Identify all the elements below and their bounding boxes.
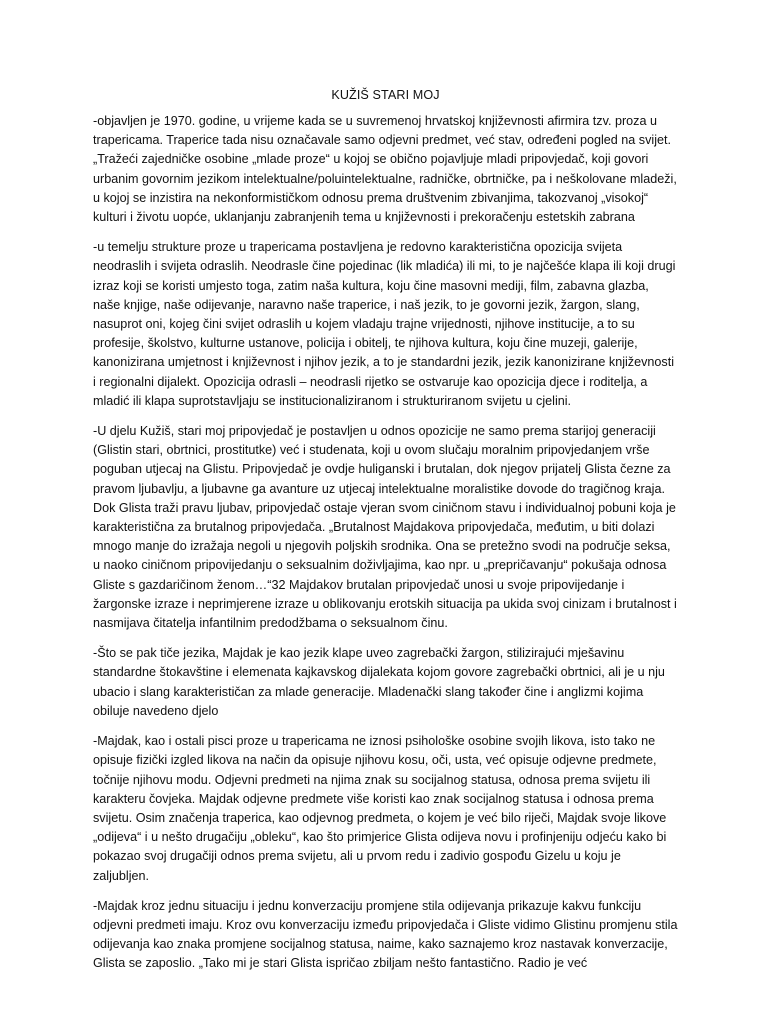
paragraph-4: -Što se pak tiče jezika, Majdak je kao jezik klape uveo zagrebački žargon, stilizirajući mješavinu standardne štokavštine i elemenata kajkavskog dijalekata kojom govore zagrebački obrtnici, ali je u nju ubacio i slang karakterističan za mlade generacije. Mladenački slang također čine i anglizmi kojima obiluje navedeno djelo: [93, 646, 665, 718]
paragraph-6: -Majdak kroz jednu situaciju i jednu konverzaciju promjene stila odijevanja prikazuje kakvu funkciju odjevni predmeti imaju. Kroz ovu konverzaciju između pripovjedača i Gliste vidimo Glistinu promjenu stila odijevanja kao znaka promjene socijalnog statusa, naime, kako saznajemo kroz nastavak konverzacije, Glista se zaposlio. „Tako mi je stari Glista ispričao zbiljam nešto fantastično. Radio je već: [93, 898, 678, 971]
paragraph-5: -Majdak, kao i ostali pisci proze u trapericama ne iznosi psihološke osobine svojih likova, isto tako ne opisuje fizički izgled likova na način da opisuje njihovu kosu, oči, usta, već opisuje odjevne predmete, točnije njihovu modu. Odjevni predmeti na njima znak su socijalnog statusa, odnosa prema svijetu ili karakteru čovjeka. Majdak odjevne predmete više koristi kao znak socijalnog statusa i odnosa prema svijetu. Osim značenja traperica, kao odjevnog predmeta, o kojem je već bilo riječi, Majdak svoje likove „odijeva“ i u nešto drugačiju „obleku“, kao što primjerice Glista odijeva novu i profinjeniju odjeću kako bi pokazao svoj drugačiji odnos prema svijetu, ali u prvom redu i zadivio gospođu Gizelu u koju je zaljubljen.: [93, 734, 667, 883]
paragraph-1: -objavljen je 1970. godine, u vrijeme kada se u suvremenoj hrvatskoj književnosti afirmira tzv. proza u trapericama. Traperice tada nisu označavale samo odjevni predmet, već stav, određeni pogled na svijet. „Tražeći zajedničke osobine „mlade proze“ u kojoj se obično pojavljuje mladi pripovjedač, koji govori urbanim govornim jezikom intelektualne/poluintelektualne, radničke, obrtničke, pa i neškolovane mladeži, u kojoj se inzistira na nekonformističkom odnosu prema društvenim zbivanjima, takozvanoj „visokoj“ kulturi i životu uopće, uklanjanju zabranjenih tema u književnosti i prekoračenju estetskih zabrana: [93, 114, 677, 225]
document-title: KUŽIŠ STARI MOJ: [331, 88, 440, 102]
paragraph-2: -u temelju strukture proze u trapericama postavljena je redovno karakteristična opozicija svijeta neodraslih i svijeta odraslih. Neodrasle čine pojedinac (lik mladića) ili mi, to je najčešće klapa ili koji drugi izraz koji se koristi umjesto toga, zatim naša kultura, koju čine masovni mediji, film, zabavna glazba, naše knjige, naše odijevanje, naravno naše traperice, i naš jezik, to je govorni jezik, žargon, slang, nasuprot oni, kojeg čini svijet odraslih u kojem vladaju trajne vrijednosti, njihove institucije, a to su profesije, školstvo, kulturne ustanove, policija i obitelj, te njihova kultura, koju čine muzeji, galerije, kanonizirana umjetnost i književnost i njihov jezik, a to je standardni jezik, jezik kanonizirane književnosti i regionalni dijalekt. Opozicija odrasli – neodrasli rijetko se ostvaruje kao opozicija djece i roditelja, a mladić ili klapa suprotstavljaju se institucionaliziranom i strukturiranom svijetu u cjelini.: [93, 240, 676, 408]
paragraph-3: -U djelu Kužiš, stari moj pripovjedač je postavljen u odnos opozicije ne samo prema starijoj generaciji (Glistin stari, obrtnici, prostitutke) već i studenata, koji u ovom slučaju moralnim pripovjedanjem vrše poguban utjecaj na Glistu. Pripovjedač je ovdje huliganski i brutalan, dok njegov prijatelj Glista čezne za pravom ljubavlju, a ljubavne ga avanture uz utjecaj intelektualne moralistike dovode do tragičnog kraja. Dok Glista traži pravu ljubav, pripovjedač ostaje vjeran svom ciničnom stavu i individualnoj pobuni koja je karakteristična za brutalnog pripovjedača. „Brutalnost Majdakova pripovjedača, međutim, u biti dolazi mnogo manje do izražaja negoli u njegovih poljskih srodnika. Ona se pretežno svodi na područje seksa, u naoko ciničnom pripovijedanju o seksualnim doživljajima, kao npr. u „prepričavanju“ pokušaja odnosa Gliste s gazdaričinom ženom…“32 Majdakov brutalan pripovjedač unosi u svoje pripovijedanje i žargonske izraze i neprimjerene izraze u oblikovanju erotskih situacija pa ukida svoj cinizam i brutalnost i nasmijava čitatelja infantilnim predodžbama o seksualnom činu.: [93, 424, 677, 631]
